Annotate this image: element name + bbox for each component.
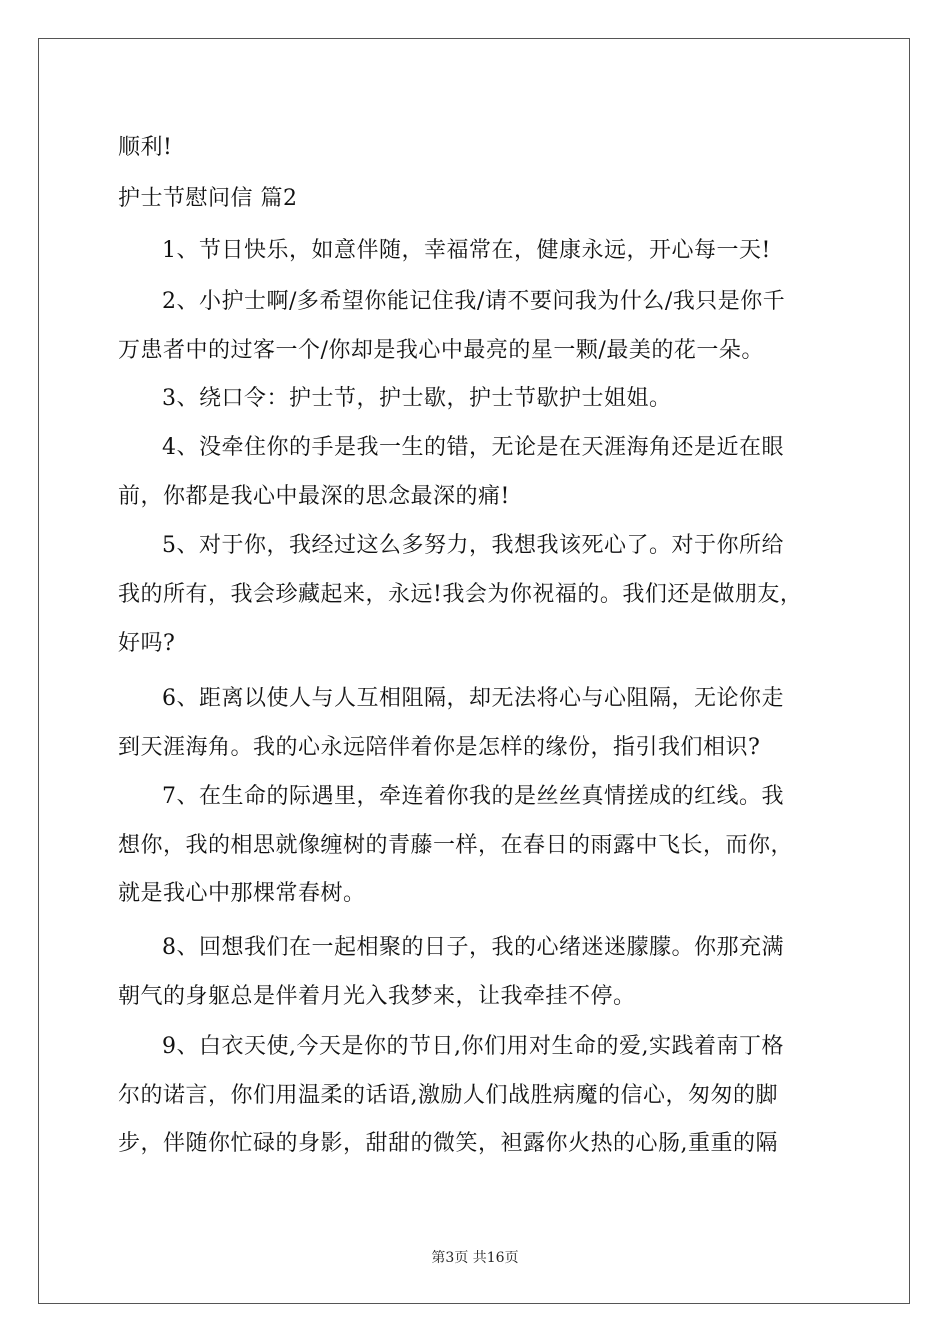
paragraph-8-line-1: 8、回想我们在一起相聚的日子，我的心绪迷迷朦朦。你那充满 (162, 935, 784, 960)
paragraph-9-line-1: 9、白衣天使,今天是你的节日,你们用对生命的爱,实践着南丁格 (162, 1034, 784, 1059)
paragraph-9-line-3: 步，伴随你忙碌的身影，甜甜的微笑，袒露你火热的心肠,重重的隔 (118, 1131, 778, 1156)
page-border (38, 38, 910, 1304)
paragraph-1: 1、节日快乐，如意伴随，幸福常在，健康永远，开心每一天! (162, 238, 771, 263)
paragraph-5-line-2: 我的所有，我会珍藏起来，永远!我会为你祝福的。我们还是做朋友， (118, 582, 803, 607)
paragraph-7-line-3: 就是我心中那棵常春树。 (118, 881, 366, 906)
page-number-footer: 第3页 共16页 (431, 1250, 519, 1266)
paragraph-7-line-2: 想你，我的相思就像缠树的青藤一样，在春日的雨露中飞长，而你， (118, 833, 794, 858)
text-line: 顺利! (118, 135, 173, 160)
paragraph-8-line-2: 朝气的身躯总是伴着月光入我梦来，让我牵挂不停。 (118, 984, 636, 1009)
paragraph-5-line-3: 好吗? (118, 631, 176, 656)
paragraph-2-line-1: 2、小护士啊/多希望你能记住我/请不要问我为什么/我只是你千 (162, 289, 786, 314)
paragraph-9-line-2: 尔的诺言，你们用温柔的话语,激励人们战胜病魔的信心，匆匆的脚 (118, 1083, 778, 1108)
section-heading: 护士节慰问信 篇2 (118, 186, 298, 211)
paragraph-6-line-2: 到天涯海角。我的心永远陪伴着你是怎样的缘份，指引我们相识? (118, 735, 761, 760)
paragraph-3: 3、绕口令：护士节，护士歇，护士节歇护士姐姐。 (162, 386, 672, 411)
paragraph-7-line-1: 7、在生命的际遇里，牵连着你我的是丝丝真情搓成的红线。我 (162, 784, 784, 809)
paragraph-6-line-1: 6、距离以使人与人互相阻隔，却无法将心与心阻隔，无论你走 (162, 686, 784, 711)
paragraph-5-line-1: 5、对于你，我经过这么多努力，我想我该死心了。对于你所给 (162, 533, 784, 558)
paragraph-4-line-2: 前，你都是我心中最深的思念最深的痛! (118, 484, 510, 509)
paragraph-4-line-1: 4、没牵住你的手是我一生的错，无论是在天涯海角还是近在眼 (162, 435, 784, 460)
paragraph-2-line-2: 万患者中的过客一个/你却是我心中最亮的星一颗/最美的花一朵。 (118, 338, 764, 363)
